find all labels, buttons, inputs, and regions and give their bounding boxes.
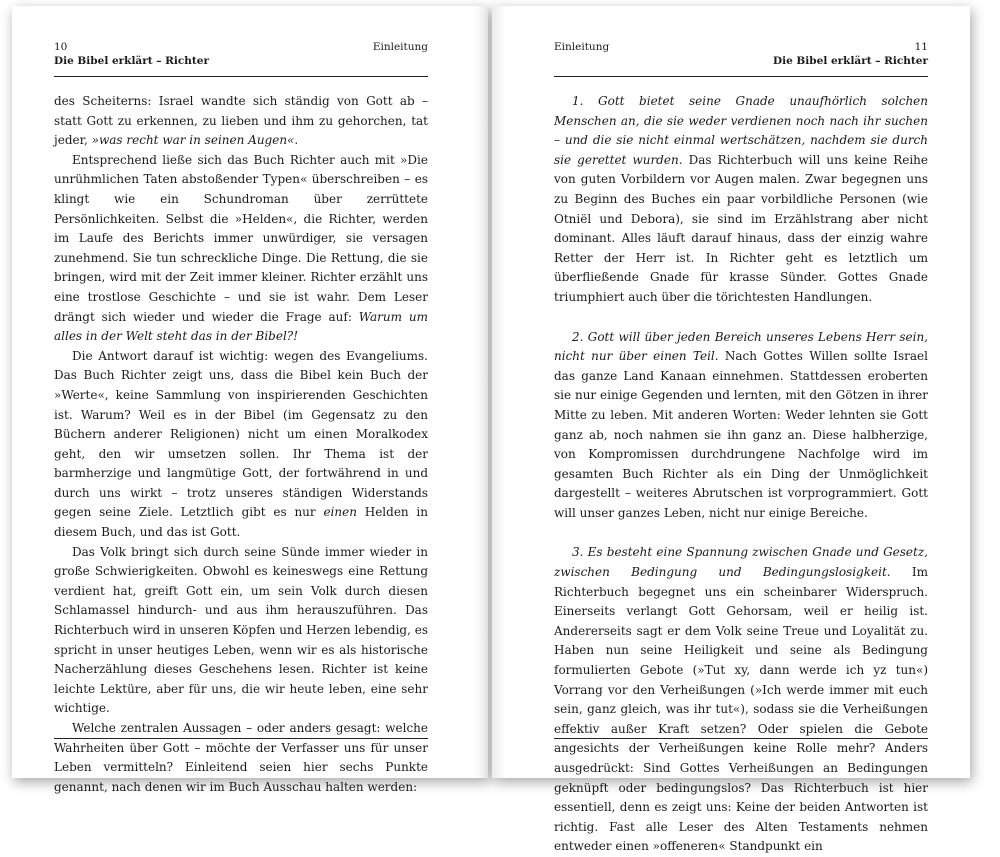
paragraph xyxy=(554,92,928,308)
text-run: Nach Gottes Willen sollte Israel das ganze Land Kanaan einnehmen. Stattdessen eroberten sie nur einige Gegenden und lernten, mit den Götzen in ihrer Mitte zu leben. Mit anderen Worten: Weder lehnten sie Gott ganz ab, noch nahmen sie ihn ganz an. Diese halbherzige, von Kompromissen durchdrungene Nachfolge wird im gesamten Buch Richter als ein Ding der Unmöglichkeit dargestellt – weiteres Abrutschen ist vorprogrammiert. Gott will unser ganzes Leben, nicht nur einige Bereiche. xyxy=(554,349,928,520)
right-page xyxy=(492,6,970,854)
italic-text: Warum um alles in der Welt steht das in der Bibel?! xyxy=(54,309,428,344)
header-rule xyxy=(54,76,428,77)
right-header xyxy=(732,40,928,68)
text-run: Das Volk bringt sich durch seine Sünde immer wieder in große Schwierigkeiten. Obwohl es keineswegs eine Rettung verdient hat, greift Gott ein, um sein Volk durch diesen Schlamassel hindurch- und aus ihm herauszuführen. Das Richterbuch wird in unseren Köpfen und Herzen lebendig, es spricht in unser heutiges Leben, wenn wir es als historische Nacherzählung dieses Geschehens lesen. Richter ist keine leichte Lektüre, aber für uns, die wir heute leben, eine sehr wichtige. xyxy=(54,544,428,716)
text-run: des Scheiterns: Israel wandte sich ständig von Gott ab – statt Gott zu erkennen, zu lieben und ihm zu gehorchen, tat jeder, xyxy=(54,94,428,148)
book-title: Die Bibel erklärt – Richter xyxy=(773,55,928,67)
page-number: 10 xyxy=(54,41,68,53)
paragraph xyxy=(54,719,428,797)
paragraph xyxy=(54,347,428,543)
italic-text: 1. Gott bietet seine Gnade unaufhörlich solchen Menschen an, die sie weder verdienen noch nach ihr suchen – und die sie nicht einmal wertschätzen, nachdem sie durch sie gerettet wurden. xyxy=(554,94,928,167)
italic-text: »was recht war in seinen Augen« xyxy=(91,133,295,148)
left-body-text xyxy=(54,92,428,797)
text-run: Das Richterbuch will uns keine Reihe von guten Vorbildern vor Augen malen. Zwar begegnen uns zu Beginn des Buches ein paar vorbildliche Personen (wie Otniël und Debora), sie sind im Erzählstrang aber nicht dominant. Alles läuft darauf hinaus, dass der einzig wahre Retter der Herr ist. In Richter geht es letztlich um überfließende Gnade für krasse Sünder. Gottes Gnade triumphiert auch über die törichtesten Handlungen. xyxy=(554,152,928,304)
left-page xyxy=(12,6,488,794)
paragraph xyxy=(54,151,428,347)
gutter-shadow xyxy=(492,6,506,778)
book-title: Die Bibel erklärt – Richter xyxy=(54,55,209,67)
footer-rule xyxy=(554,738,928,739)
italic-text: 2. Gott will über jeden Bereich unseres Lebens Herr sein, nicht nur über einen Teil. xyxy=(554,329,928,364)
text-run: Welche zentralen Aussagen – oder anders gesagt: welche Wahrheiten über Gott – möchte der Verfasser uns für unser Leben vermitteln? Einleitend seien hier sechs Punkte genannt, nach denen wir im Buch Ausschau halten werden: xyxy=(54,721,428,794)
left-header xyxy=(54,40,209,68)
section-title: Einleitung xyxy=(372,41,428,53)
footer-rule xyxy=(54,738,428,739)
header-rule xyxy=(554,76,928,77)
page-number: 11 xyxy=(914,41,928,53)
text-run: Entsprechend ließe sich das Buch Richter auch mit »Die unrühmlichen Taten abstoßender Typen« überschreiben – es klingt wie ein Schundroman über zerrüttete Persönlichkeiten. Selbst die »Helden«, die Richter, werden im Laufe des Berichts immer unwürdiger, sie versagen zunehmend. Sie tun schreckliche Dinge. Die Rettung, die sie bringen, wird mit der Zeit immer kleiner. Richter erzählt uns eine trostlose Geschichte – und sie ist wahr. Dem Leser drängt sich wieder und wieder die Frage auf: xyxy=(54,152,428,324)
book-spread xyxy=(12,6,970,854)
text-run: Helden in diesem Buch, und das ist Gott. xyxy=(54,505,429,540)
paragraph xyxy=(554,328,928,524)
italic-text: 3. Es besteht eine Spannung zwischen Gnade und Gesetz, zwischen Bedingung und Bedingungslosigkeit. xyxy=(554,545,928,580)
italic-text: einen xyxy=(323,505,357,520)
text-run: . xyxy=(294,133,299,148)
text-run: Im Richterbuch begegnet uns ein scheinbarer Widerspruch. Einerseits verlangt Gott Gehorsam, weil er heilig ist. Andererseits sagt er dem Volk seine Treue und Loyalität zu. Haben nun seine Heiligkeit und seine als Bedingung formulierten Gebote (»Tut xy, dann werde ich yz tun«) Vorrang vor den Verheißungen (»Ich werde immer mit euch sein, ganz gleich, was ihr tut«), sodass sie die Verheißungen effektiv außer Kraft setzen? Oder spielen die Gebote angesichts der Verheißungen keine Rolle mehr? Anders ausgedrückt: Sind Gottes Verheißungen an Bedingungen geknüpft oder bedingungslos? Das Richterbuch ist hier essentiell, denn es zeigt uns: Keine der beiden Antworten ist richtig. Fast alle Leser des Alten Testaments nehmen entweder einen »offeneren« Standpunkt ein xyxy=(554,565,928,854)
gutter-shadow xyxy=(474,6,488,778)
paragraph xyxy=(554,543,928,857)
section-title: Einleitung xyxy=(554,41,610,53)
paragraph xyxy=(54,92,428,151)
right-body-text xyxy=(554,92,928,857)
text-run: Die Antwort darauf ist wichtig: wegen des Evangeliums. Das Buch Richter zeigt uns, dass die Bibel kein Buch der »Werte«, keine Sammlung von inspirierenden Geschichten ist. Warum? Weil es in der Bibel (im Gegensatz zu den Büchern anderer Religionen) nicht um einen Moralkodex geht, den wir umsetzen sollen. Ihr Thema ist der barmherzige und langmütige Gott, der fortwährend in und durch uns wirkt – trotz unseres ständigen Widerstands gegen seine Ziele. Letztlich gibt es nur xyxy=(54,348,428,520)
paragraph xyxy=(54,543,428,719)
